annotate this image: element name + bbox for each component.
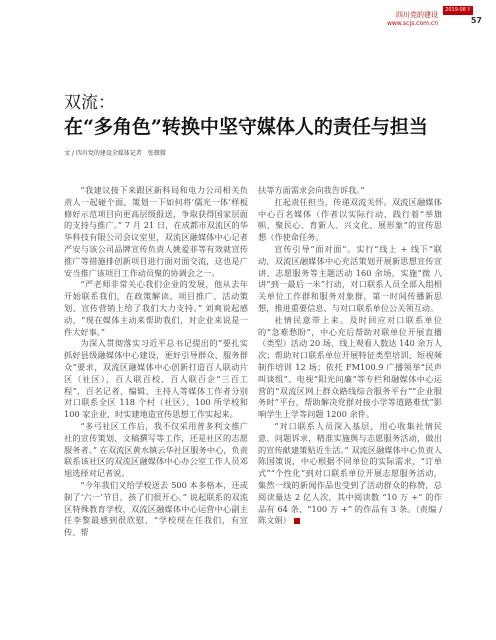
right-column	[258, 185, 442, 527]
paragraph-text: “对口联系人员深入基层，用心收集社情民意、问题诉求，精准实施舆与志愿服务活动，做出的宣传献建策贴近生活。” 双流区融媒体中心负责人陈国策说，中心根据不同单位的实际需求，“订单式”“个性化”到对口联系单位开展志愿服务活动，集然一线的新闻作品也受到了活动群众的称赞，总阅读量达 2 亿人次，其中阅读数 “10 万 +” 的作品有 64 条、“100 万 +” 的作品有 3 条。（责编 / 陈文娟）	[258, 420, 442, 526]
paragraph: 扛起责任担当，传递双流关怀。双流区融媒体中心百名媒体（作者以实际行动，践行着“举旗帜、聚民心、育新人、兴文化、展形象”的宣传思想（作使命任务。	[258, 196, 442, 243]
publication-url[interactable]: www.scjs.com.cn	[386, 20, 438, 27]
paragraph: “严老师非常关心我们企业的发展，他从去年开始联系我们，在政策解读、项目推广、活动策划、宣传营销上给了我们大力支持。” 刘爽说起感动，“现在媒体主动来帮助我们，对企业来说是一件大好事。”	[64, 279, 248, 337]
paragraph: 为深入贯彻落实习近平总书记提出的“要扎实抓好县级融媒体中心建设，更好引导群众、服务群众”要求，双流区融媒体中心创新打造百人联动片区（社区），百人联百校、百人联百企“三百工程”，百名记者、编辑、主持人等媒体工作者分别对口联系全区 118 个村（社区）、100 所学校和 100 家企业，时实建地造宣传思想工作实起来。	[64, 338, 248, 420]
paragraph: “多弓社区工作后，我不仅采用普多利文推广社的宣传策划、文稿撰写等工作，还是社区的志愿服务者。” 在双流区黄水镇云华社区服务中心，负责联系该社区的双流区融媒体中心办公室工作人员邓旭选择对记者说。	[64, 420, 248, 479]
article-kicker: 双流：	[64, 93, 115, 113]
issue-badge: 2019·08下	[443, 6, 473, 15]
paragraph: “今年我们又给学校送去 500 本多格本，还或制了‘六一’节目，孩了们很开心。” 说起联系的双流区特殊教育学校，双流区融媒体中心运营中心副主任李黎最感到很欣慰，“学校现在任我们，有宣传、帮	[64, 479, 248, 538]
article-byline: 文 / 四川党的建设全媒体记者 张微微	[64, 150, 166, 157]
end-mark-icon	[294, 518, 300, 524]
paragraph: “我建议接下来跟区新科局和电力公司相关负责人一起碰个面，策划一下如何将‘儒光一体’样板修好示范项目向更高层级报送，争取获得国家层面的支持与推广。” 7 月 21 日，在成都市双流区的华华科技有限公司会议室里，双流区融媒体中心记者严安与该公司品牌宣传负责人姚爱菲等有效就宣传推广等措施排创新项目进行面对面交流，这也是广安当推广该项目工作动员聚的协调会之一。	[64, 185, 248, 278]
article-title: 在“多角色”转换中坚守媒体人的责任与担当	[64, 116, 428, 138]
publication-name: 四川党的建设	[396, 11, 438, 19]
page-number: 57	[470, 16, 482, 25]
paragraph: 社情民意带上来。及时回应对口联系单位的“急难愁盼”，中心充后帮助对联单位开展直播（类型）活动 20 场，线上观看人数达 140 余万人次；帮助对口联系单位开展特征类型培训、短视频制作培训 12 场；依托 FM100.9 广播领举“民声叫谈组”、电视“阳光问廉”等专栏和融媒体中心运营的“双流区网上群众路线综合服务平台”“企业服务时”平台，帮助解决党群对接小学等道路难忧”影响学生上学等问题 1200 余件。	[258, 314, 442, 420]
paragraph: 扶等方面需求会向我告诉我。”	[258, 185, 365, 195]
paragraph-last	[258, 421, 442, 527]
paragraph: 宣传引导“面对面”。实行“线上 + 线下”联动，双流区融媒体中心充活策划开展新思想宣传宣讲、志愿服务等主题活动 160 余场，实施“微 八讲”到一最后一米”行动，对口联系人员全部入组相关单位工作群和服务对象群，第一时间传播新思想，推进重要信息、与对口联系单位公关领互动。	[258, 243, 442, 313]
left-column	[64, 185, 248, 539]
